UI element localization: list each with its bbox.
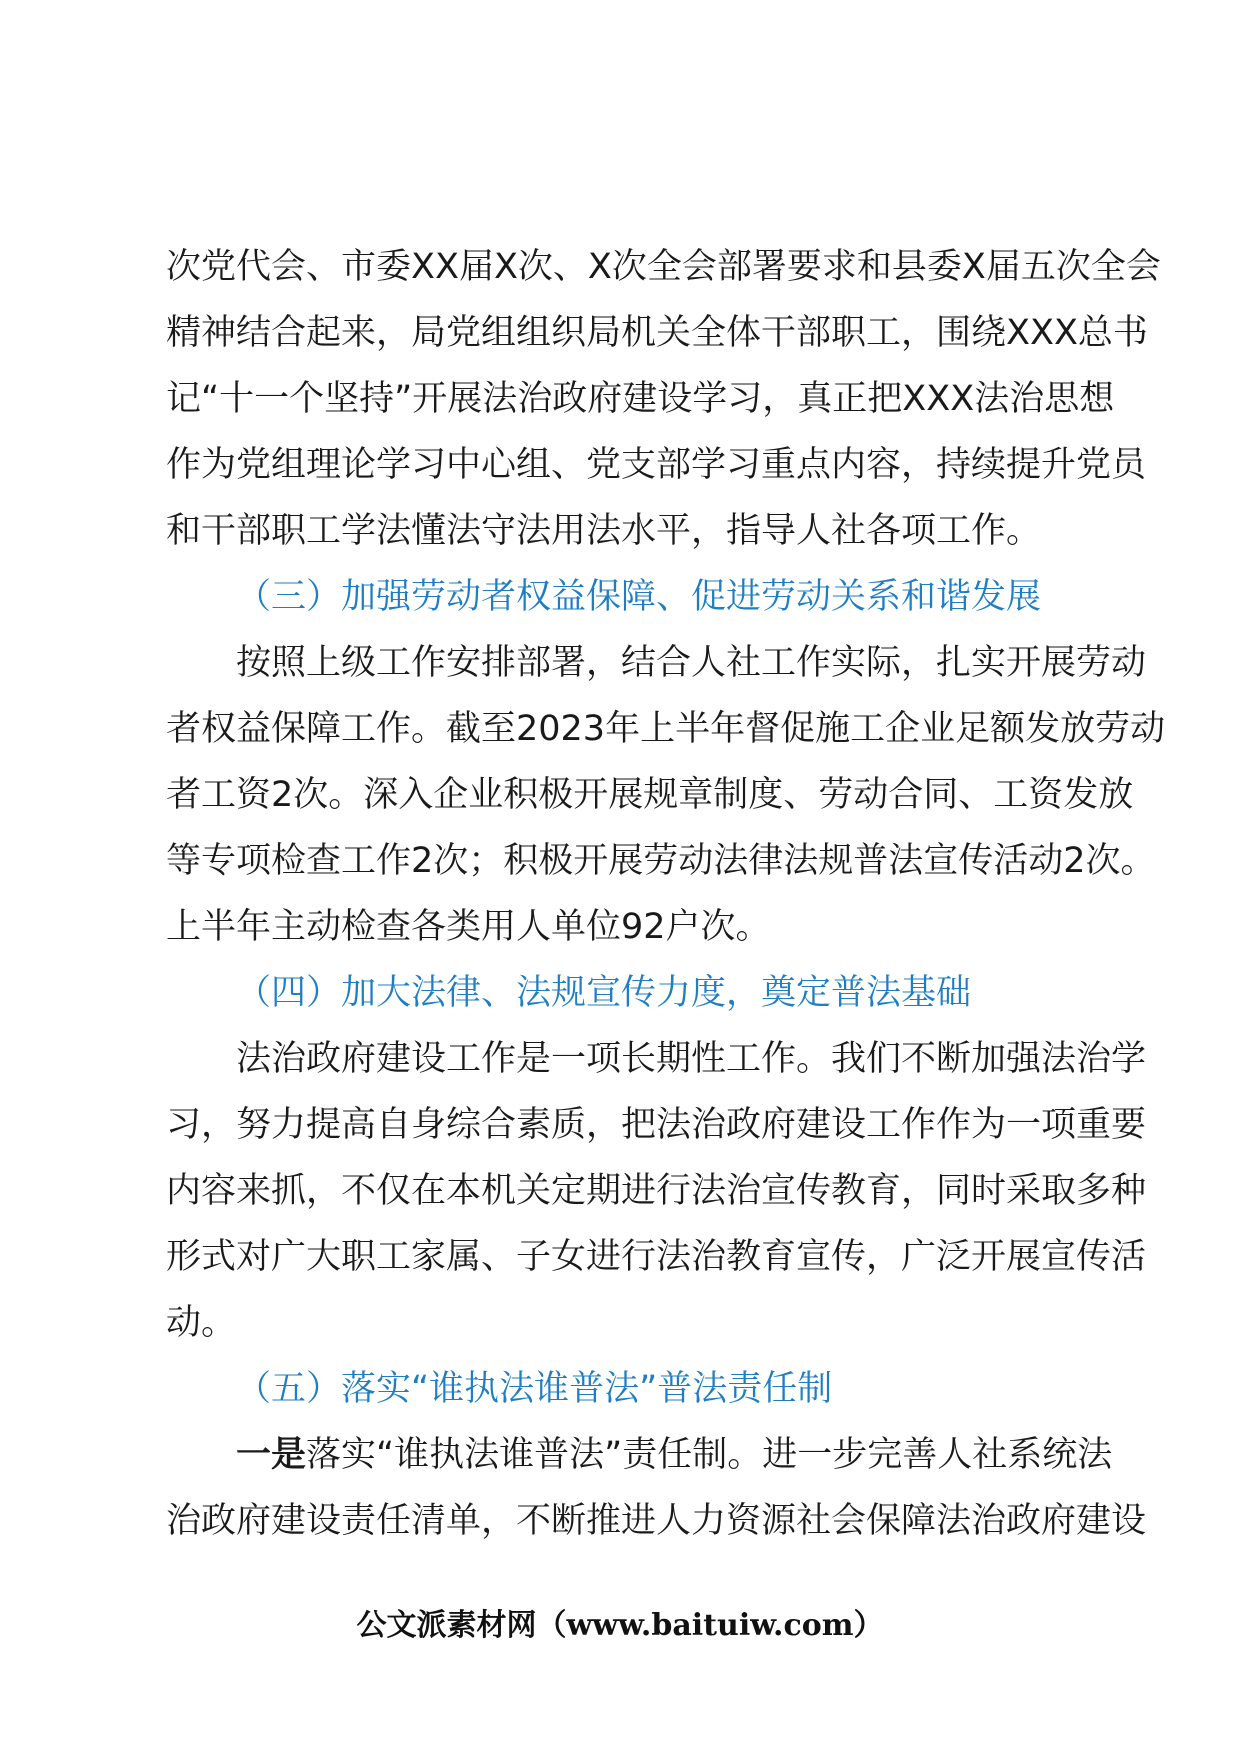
body-line: 按照上级工作安排部署，结合人社工作实际，扎实开展劳动 — [236, 643, 1147, 683]
body-line: 者工资2次。深入企业积极开展规章制度、劳动合同、工资发放 — [166, 775, 1134, 815]
body-line: 者权益保障工作。截至2023年上半年督促施工企业足额发放劳动 — [166, 709, 1166, 749]
document-body — [166, 234, 1166, 1554]
body-line-rest: 落实“谁执法谁普法”责任制。进一步完善人社系统法 — [306, 1435, 1113, 1475]
body-line: 内容来抓，不仅在本机关定期进行法治宣传教育，同时采取多种 — [166, 1171, 1147, 1211]
body-line: 记“十一个坚持”开展法治政府建设学习，真正把XXX法治思想 — [166, 379, 1115, 419]
body-line-first — [166, 1422, 1113, 1488]
section-heading-4: （四）加大法律、法规宣传力度，奠定普法基础 — [236, 973, 972, 1013]
section-heading-5: （五）落实“谁执法谁普法”普法责任制 — [236, 1369, 833, 1409]
body-line: 和干部职工学法懂法守法用法水平，指导人社各项工作。 — [166, 511, 1042, 551]
body-line: 治政府建设责任清单，不断推进人力资源社会保障法治政府建设 — [166, 1501, 1147, 1541]
body-line: 次党代会、市委XX届X次、X次全会部署要求和县委X届五次全会 — [166, 247, 1161, 287]
footer-watermark: 公文派素材网（www.baituiw.com） — [356, 1608, 884, 1643]
body-line: 作为党组理论学习中心组、党支部学习重点内容，持续提升党员 — [166, 445, 1147, 485]
body-line: 形式对广大职工家属、子女进行法治教育宣传，广泛开展宣传活 — [166, 1237, 1147, 1277]
body-line: 法治政府建设工作是一项长期性工作。我们不断加强法治学 — [236, 1039, 1147, 1079]
body-line: 精神结合起来，局党组组织局机关全体干部职工，围绕XXX总书 — [166, 313, 1148, 353]
body-line: 习，努力提高自身综合素质，把法治政府建设工作作为一项重要 — [166, 1105, 1147, 1145]
body-line: 等专项检查工作2次；积极开展劳动法律法规普法宣传活动2次。 — [166, 841, 1156, 881]
body-line: 上半年主动检查各类用人单位92户次。 — [166, 907, 771, 947]
section-heading-3: （三）加强劳动者权益保障、促进劳动关系和谐发展 — [236, 577, 1042, 617]
body-line: 动。 — [166, 1303, 237, 1343]
bold-lead: 一是 — [236, 1435, 307, 1475]
